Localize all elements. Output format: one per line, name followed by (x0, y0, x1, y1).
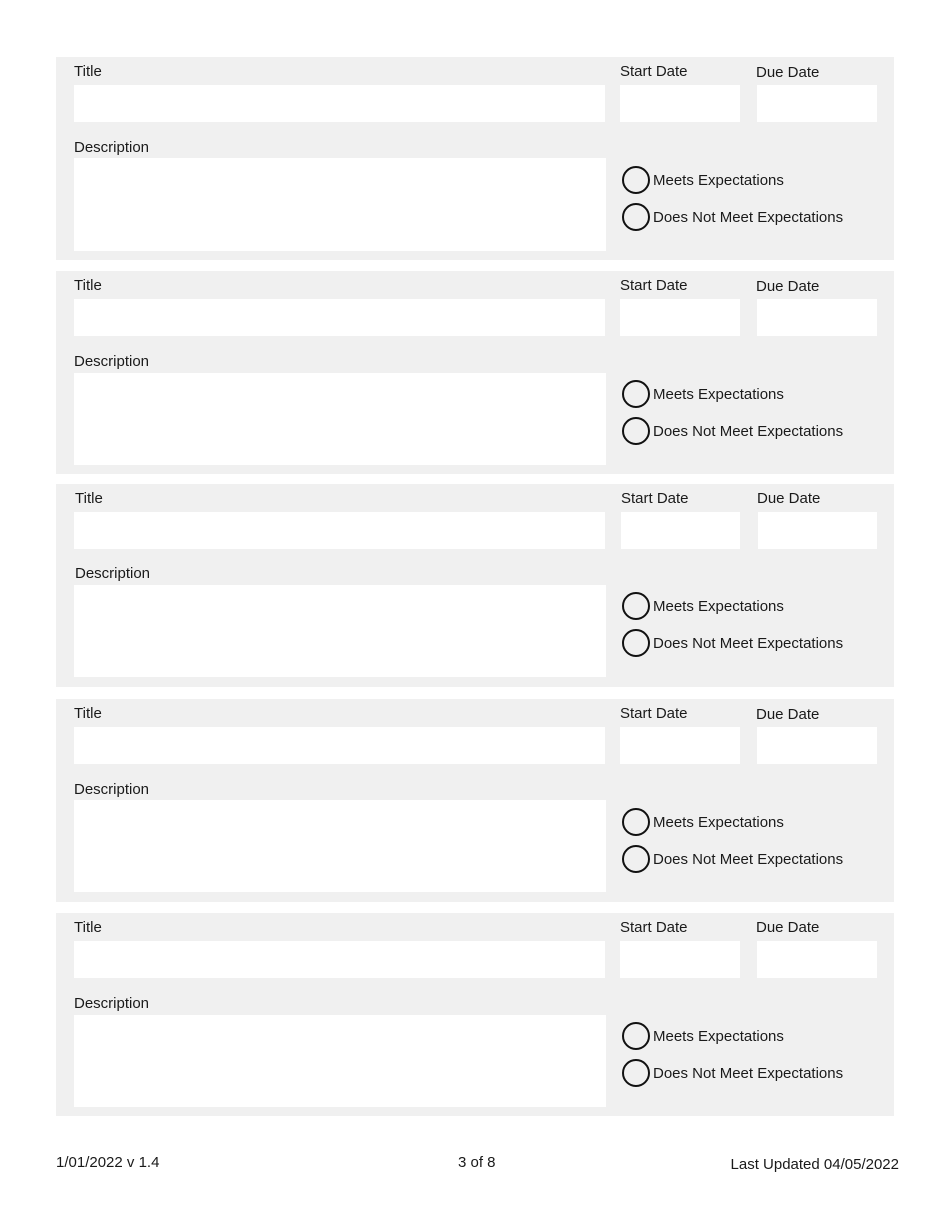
start-date-input[interactable] (620, 85, 740, 122)
due-date-label: Due Date (756, 706, 820, 723)
title-label: Title (74, 919, 102, 936)
due-date-label: Due Date (756, 64, 820, 81)
title-label: Title (74, 63, 102, 80)
due-date-input[interactable] (757, 727, 877, 764)
description-input[interactable] (74, 800, 606, 892)
meets-expectations-option[interactable] (622, 1022, 784, 1050)
meets-expectations-option[interactable] (622, 166, 784, 194)
does-not-meet-label: Does Not Meet Expectations (653, 634, 844, 652)
goal-block (56, 57, 894, 260)
meets-expectations-label: Meets Expectations (653, 385, 784, 403)
meets-expectations-radio[interactable] (622, 380, 650, 408)
description-input[interactable] (74, 1015, 606, 1107)
footer-last-updated: Last Updated 04/05/2022 (730, 1156, 899, 1173)
due-date-input[interactable] (757, 941, 877, 978)
does-not-meet-label: Does Not Meet Expectations (653, 208, 844, 226)
due-date-input[interactable] (758, 512, 877, 549)
does-not-meet-radio[interactable] (622, 629, 650, 657)
does-not-meet-option[interactable] (622, 417, 843, 445)
goal-block (56, 484, 894, 687)
meets-expectations-label: Meets Expectations (653, 171, 784, 189)
start-date-label: Start Date (620, 919, 688, 936)
start-date-input[interactable] (620, 941, 740, 978)
start-date-input[interactable] (620, 727, 740, 764)
does-not-meet-option[interactable] (622, 1059, 843, 1087)
footer-page-number: 3 of 8 (458, 1154, 496, 1171)
description-input[interactable] (74, 158, 606, 251)
due-date-input[interactable] (757, 299, 877, 336)
does-not-meet-label: Does Not Meet Expectations (653, 422, 844, 440)
start-date-input[interactable] (621, 512, 740, 549)
title-label: Title (75, 490, 103, 507)
meets-expectations-label: Meets Expectations (653, 813, 784, 831)
due-date-label: Due Date (756, 278, 820, 295)
meets-expectations-option[interactable] (622, 808, 784, 836)
goal-block (56, 699, 894, 902)
description-label: Description (74, 353, 150, 370)
start-date-label: Start Date (620, 63, 688, 80)
meets-expectations-radio[interactable] (622, 592, 650, 620)
title-input[interactable] (74, 727, 605, 764)
does-not-meet-radio[interactable] (622, 845, 650, 873)
start-date-input[interactable] (620, 299, 740, 336)
title-label: Title (74, 277, 102, 294)
title-input[interactable] (74, 85, 605, 122)
does-not-meet-label: Does Not Meet Expectations (653, 850, 844, 868)
title-input[interactable] (74, 512, 605, 549)
start-date-label: Start Date (620, 277, 688, 294)
meets-expectations-option[interactable] (622, 380, 784, 408)
meets-expectations-label: Meets Expectations (653, 597, 784, 615)
does-not-meet-radio[interactable] (622, 1059, 650, 1087)
does-not-meet-option[interactable] (622, 845, 843, 873)
does-not-meet-label: Does Not Meet Expectations (653, 1064, 844, 1082)
title-input[interactable] (74, 299, 605, 336)
meets-expectations-radio[interactable] (622, 808, 650, 836)
description-label: Description (74, 781, 150, 798)
title-label: Title (74, 705, 102, 722)
does-not-meet-option[interactable] (622, 629, 843, 657)
goal-block (56, 913, 894, 1116)
does-not-meet-option[interactable] (622, 203, 843, 231)
start-date-label: Start Date (620, 705, 688, 722)
description-label: Description (74, 139, 150, 156)
start-date-label: Start Date (621, 490, 689, 507)
meets-expectations-label: Meets Expectations (653, 1027, 784, 1045)
due-date-input[interactable] (757, 85, 877, 122)
title-input[interactable] (74, 941, 605, 978)
description-label: Description (74, 995, 150, 1012)
meets-expectations-radio[interactable] (622, 166, 650, 194)
does-not-meet-radio[interactable] (622, 417, 650, 445)
due-date-label: Due Date (756, 919, 820, 936)
does-not-meet-radio[interactable] (622, 203, 650, 231)
meets-expectations-radio[interactable] (622, 1022, 650, 1050)
due-date-label: Due Date (757, 490, 821, 507)
description-input[interactable] (74, 373, 606, 465)
goal-block (56, 271, 894, 474)
meets-expectations-option[interactable] (622, 592, 784, 620)
footer-version: 1/01/2022 v 1.4 (56, 1154, 160, 1171)
description-input[interactable] (74, 585, 606, 677)
description-label: Description (75, 565, 151, 582)
